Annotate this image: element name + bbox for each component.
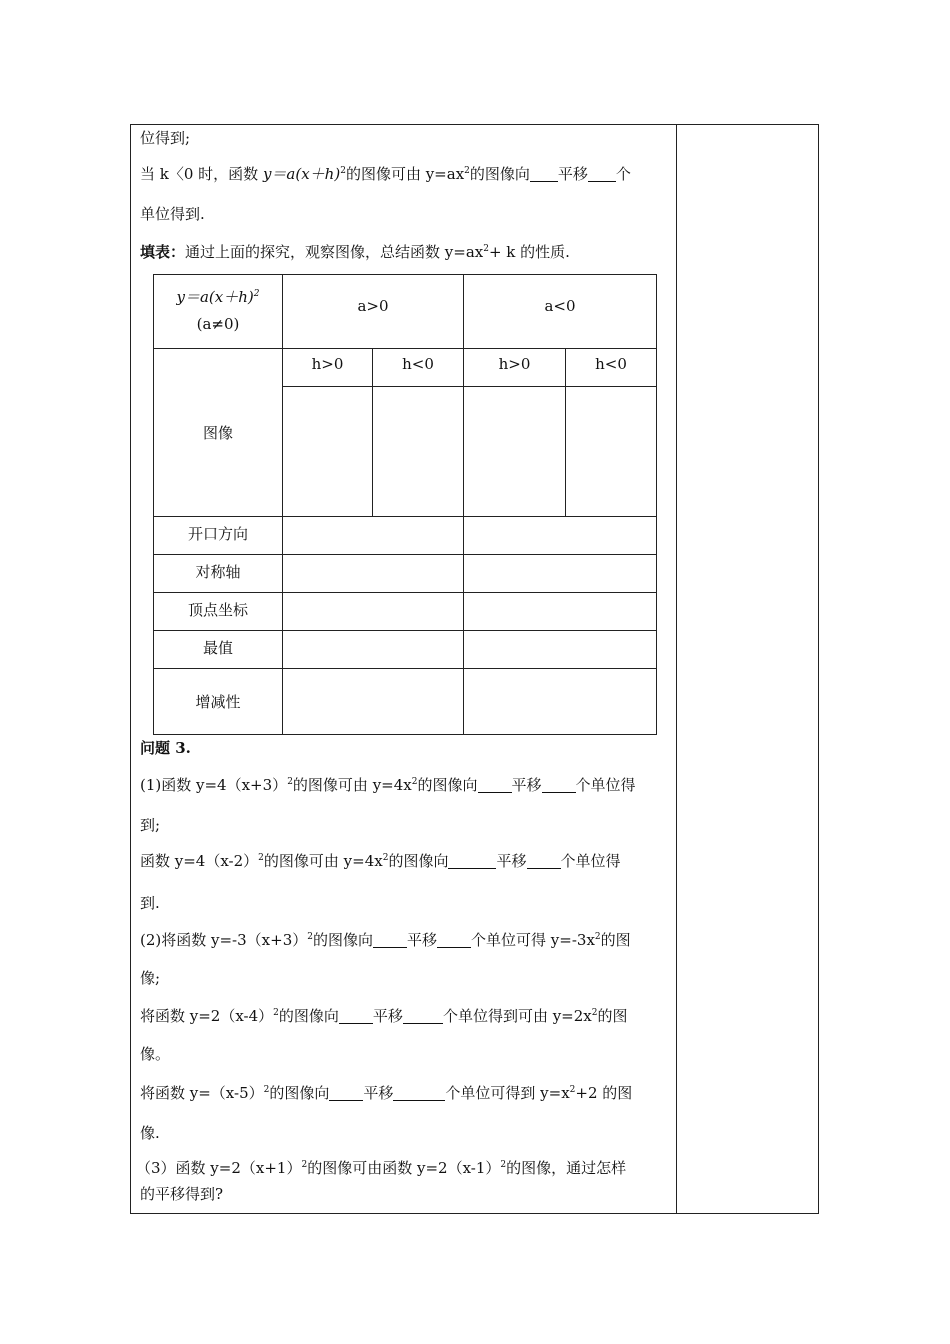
problem-q1b-line-end: 到. xyxy=(140,894,160,912)
graph-cell[interactable] xyxy=(283,387,373,517)
problem-q2-line: (2)将函数 $y=-3(x+3)^2$的图像向 平移 个单位可得 $y=-3x^2$的图 xyxy=(140,931,631,949)
subheader-h-positive: h>0 xyxy=(283,349,373,387)
properties-table xyxy=(153,274,657,735)
problem-q3-line-end: 的平移得到? xyxy=(140,1185,224,1203)
subheader-h-negative: h<0 xyxy=(373,349,464,387)
answer-blank[interactable] xyxy=(448,854,496,869)
row-label-graph: 图像 xyxy=(154,349,283,517)
row-label-vertex-coordinates: 顶点坐标 xyxy=(154,593,283,631)
row-label-extreme-value: 最值 xyxy=(154,631,283,669)
answer-blank[interactable] xyxy=(437,933,471,948)
answer-blank[interactable] xyxy=(527,854,561,869)
row-label-opening-direction: 开口方向 xyxy=(154,517,283,555)
answer-blank[interactable] xyxy=(373,933,407,948)
answer-cell[interactable] xyxy=(464,517,657,555)
subheader-h-negative: h<0 xyxy=(566,349,657,387)
answer-cell[interactable] xyxy=(464,631,657,669)
intro-line-2: 当 k〈0 时，函数 $y=a(x+h)^2$的图像可由 $y=ax^2$的图像向 平移 个 xyxy=(140,165,631,183)
answer-blank[interactable] xyxy=(588,167,616,182)
intro-line-3: 单位得到. xyxy=(140,205,205,223)
answer-cell[interactable] xyxy=(283,631,464,669)
problem-q1b-line: 函数 $y=4(x-2)^2$的图像可由 $y=4x^2$的图像向 平移 个单位得 xyxy=(140,852,621,870)
problem-q2-line-end: 像; xyxy=(140,969,161,987)
problem-q1-line: (1)函数 $y=4(x+3)^2$的图像可由 $y=4x^2$的图像向 平移 个单位得 xyxy=(140,776,636,794)
fill-table-instruction: 填表：通过上面的探究，观察图像，总结函数 $y=ax^2+ k$ 的性质. xyxy=(140,243,570,261)
answer-cell[interactable] xyxy=(464,555,657,593)
problem-q2c-line: 将函数 $y=(x-5)^2$的图像向 平移 个单位可得到 $y=x^2+2$ 的图 xyxy=(140,1084,633,1102)
answer-blank[interactable] xyxy=(542,778,576,793)
graph-cell[interactable] xyxy=(373,387,464,517)
table-corner-header: $y=a(x+h)^2$ (a≠0) xyxy=(154,275,283,349)
answer-blank[interactable] xyxy=(530,167,558,182)
answer-cell[interactable] xyxy=(283,517,464,555)
answer-blank[interactable] xyxy=(393,1086,445,1101)
header-a-positive: a>0 xyxy=(283,275,464,349)
answer-blank[interactable] xyxy=(339,1009,373,1024)
row-label-monotonicity: 增减性 xyxy=(154,669,283,735)
problem-q1-line-end: 到; xyxy=(140,816,161,834)
problem-q2b-line-end: 像。 xyxy=(140,1045,171,1063)
problem-q2b-line: 将函数 $y=2(x-4)^2$的图像向 平移 个单位得到可由 $y=2x^2$的图 xyxy=(140,1007,628,1025)
row-label-axis-of-symmetry: 对称轴 xyxy=(154,555,283,593)
answer-blank[interactable] xyxy=(478,778,512,793)
answer-blank[interactable] xyxy=(403,1009,443,1024)
formula-vertex-form: y＝a(x＋h) xyxy=(262,165,341,183)
graph-cell[interactable] xyxy=(464,387,566,517)
answer-cell[interactable] xyxy=(464,669,657,735)
answer-cell[interactable] xyxy=(464,593,657,631)
graph-cell[interactable] xyxy=(566,387,657,517)
answer-blank[interactable] xyxy=(329,1086,363,1101)
answer-cell[interactable] xyxy=(283,593,464,631)
answer-cell[interactable] xyxy=(283,555,464,593)
problem-q3-line: （3）函数 $y=2(x+1)^2$的图像可由函数 $y=2(x-1)^2$的图像，通过怎样 xyxy=(136,1159,627,1177)
problem-title: 问题 3. xyxy=(140,739,191,757)
problem-q2c-line-end: 像. xyxy=(140,1124,160,1142)
intro-line-1: 位得到; xyxy=(140,129,191,147)
column-divider xyxy=(676,124,677,1214)
header-a-negative: a<0 xyxy=(464,275,657,349)
answer-cell[interactable] xyxy=(283,669,464,735)
subheader-h-positive: h>0 xyxy=(464,349,566,387)
